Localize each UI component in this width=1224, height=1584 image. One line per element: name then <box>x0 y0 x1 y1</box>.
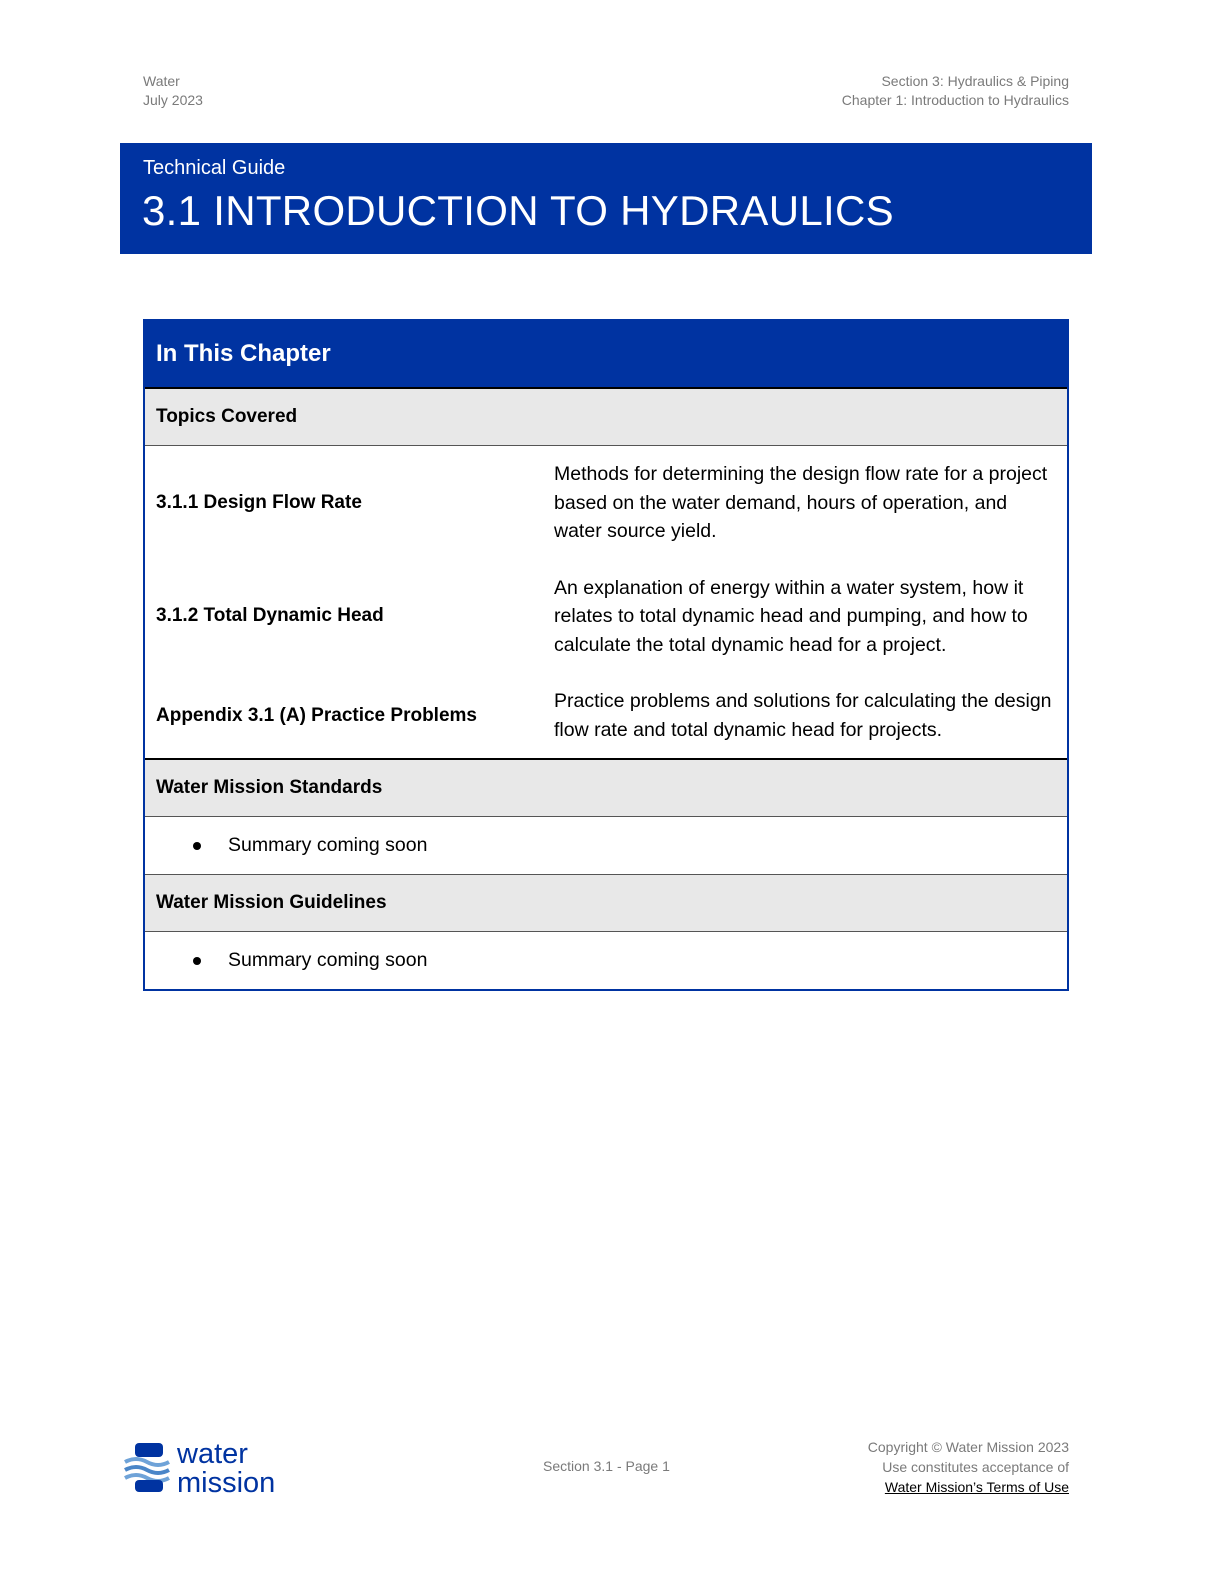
guidelines-item-text: Summary coming soon <box>228 949 428 971</box>
water-mission-logo <box>124 1436 314 1500</box>
guidelines-item <box>145 932 1067 989</box>
page-number: Section 3.1 - Page 1 <box>543 1458 670 1474</box>
standards-item <box>145 817 1067 875</box>
copyright-text: Copyright © Water Mission 2023 <box>867 1439 1069 1455</box>
logo-text-water: water <box>177 1438 248 1470</box>
header-section: Section 3: Hydraulics & Piping <box>881 73 1069 89</box>
logo-text-mission: mission <box>177 1467 276 1499</box>
topic-row <box>145 687 1067 744</box>
topics-list <box>145 446 1067 760</box>
topic-name: 3.1.1 Design Flow Rate <box>156 491 362 513</box>
topic-description: Practice problems and solutions for calculating the design flow rate and total dynamic head for projects. <box>554 690 1052 741</box>
header-org: Water <box>143 73 180 89</box>
header-chapter: Chapter 1: Introduction to Hydraulics <box>841 92 1069 108</box>
topic-row <box>145 574 1067 660</box>
use-notice-text: Use constitutes acceptance of <box>882 1459 1069 1475</box>
topic-name: 3.1.2 Total Dynamic Head <box>156 605 384 627</box>
header-left <box>143 72 203 110</box>
header-date: July 2023 <box>143 92 203 108</box>
title-banner <box>120 143 1092 254</box>
header-right <box>842 72 1069 110</box>
guidelines-heading: Water Mission Guidelines <box>145 875 1067 932</box>
bullet-icon <box>193 842 201 850</box>
bullet-icon <box>193 957 201 965</box>
standards-heading: Water Mission Standards <box>145 760 1067 817</box>
topic-description: Methods for determining the design flow rate for a project based on the water demand, hours of operation, and water source yield. <box>554 463 1048 542</box>
standards-item-text: Summary coming soon <box>228 834 428 856</box>
terms-of-use-link[interactable]: Water Mission’s Terms of Use <box>884 1479 1069 1495</box>
footer-legal <box>868 1437 1069 1497</box>
topic-row <box>145 460 1067 546</box>
chapter-table-heading: In This Chapter <box>145 321 1067 389</box>
in-this-chapter-table <box>143 319 1069 991</box>
page-title: 3.1 INTRODUCTION TO HYDRAULICS <box>142 187 894 234</box>
topic-name: Appendix 3.1 (A) Practice Problems <box>156 704 477 726</box>
topics-covered-heading: Topics Covered <box>145 389 1067 446</box>
topic-description: An explanation of energy within a water system, how it relates to total dynamic head and pumping, and how to calculate the total dynamic head for a project. <box>554 576 1028 656</box>
banner-subtitle: Technical Guide <box>143 157 286 179</box>
